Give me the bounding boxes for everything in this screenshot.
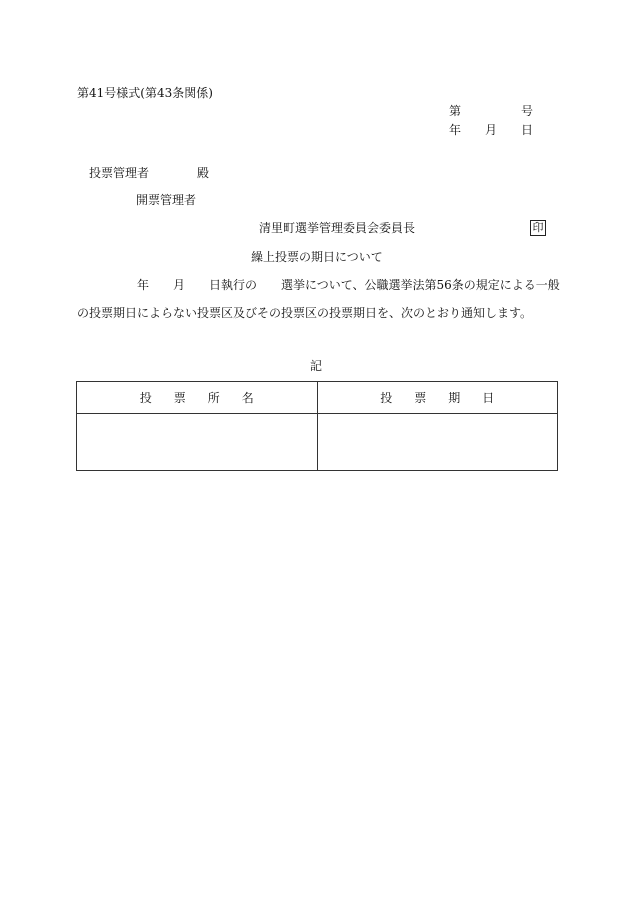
cell-polling-place — [77, 414, 318, 471]
header-voting-date: 投票期日 — [317, 382, 558, 414]
polling-table — [76, 381, 558, 471]
ki-heading: 記 — [310, 359, 323, 373]
table-row — [77, 414, 558, 471]
seal-stamp: 印 — [530, 220, 546, 236]
date-line: 年 月 日 — [449, 123, 534, 137]
cell-voting-date — [317, 414, 558, 471]
header-polling-place: 投票所名 — [77, 382, 318, 414]
document-number: 第 号 — [449, 104, 534, 118]
issuer-title: 清里町選挙管理委員会委員長 — [259, 221, 416, 235]
body-text-line-1: 年 月 日執行の 選挙について、公職選挙法第56条の規定による一般 — [137, 278, 560, 292]
addressee-counting-manager: 開票管理者 — [136, 193, 197, 207]
form-number: 第41号様式(第43条関係) — [77, 86, 213, 100]
table-header-row — [77, 382, 558, 414]
body-text-line-2: の投票期日によらない投票区及びその投票区の投票期日を、次のとおり通知します。 — [77, 306, 533, 320]
subject-title: 繰上投票の期日について — [251, 250, 383, 264]
addressee-voting-manager: 投票管理者 殿 — [89, 166, 210, 180]
